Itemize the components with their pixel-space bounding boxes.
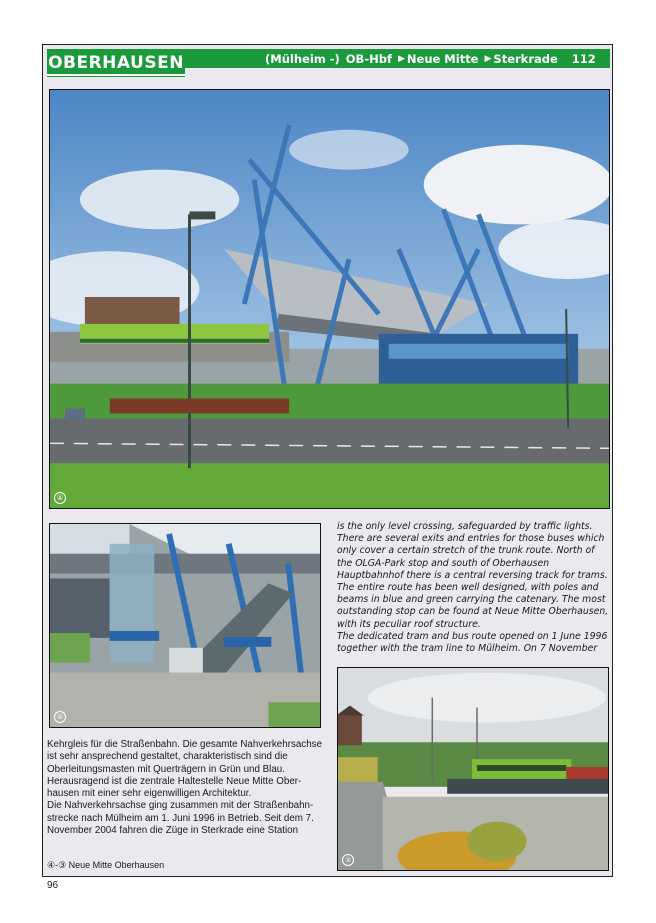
route-header: [265, 49, 596, 68]
route-stop-2: Neue Mitte: [406, 51, 479, 66]
route-prefix: (Mülheim -): [265, 51, 340, 66]
german-paragraph: Die Nahverkehrsachse ging zusammen mit der Straßenbahnstrecke nach Mülheim am 1. Juni 1996 in Betrieb. Seit dem 7. November 2004 fahren die Züge in Sterkrade eine Station: [47, 800, 314, 837]
route-page-ref: 112: [571, 51, 596, 66]
english-paragraph: is the only level crossing, safeguarded by traffic lights. There are several exits and entries for those buses which only cover a certain stretch of the trunk route. North of the OLGA-Park stop and south of Oberhausen Hauptbahnhof there is a central reversing track for trams. The entire route has been well designed, with poles and beams in blue and green carrying the catenary. The most outstanding stop can be found at Neue Mitte Oberhausen, with its peculiar roof structure.: [337, 521, 609, 630]
main-photo: [49, 89, 610, 509]
english-paragraph: The dedicated tram and bus route opened on 1 June 1996 together with the tram line to Mülheim. On 7 November: [337, 630, 608, 655]
photo-number-badge: ③: [342, 854, 354, 866]
route-stop-1: OB-Hbf: [345, 51, 392, 66]
photo-number-badge: ②: [54, 711, 66, 723]
page-number: 96: [47, 880, 59, 891]
german-body-text: [47, 739, 329, 837]
triangle-right-icon: ▶: [484, 53, 492, 64]
photo-caption: ④-③ Neue Mitte Oberhausen: [47, 860, 165, 870]
english-body-text: [337, 521, 609, 655]
route-stop-3: Sterkrade: [493, 51, 558, 66]
page-frame: [42, 44, 613, 877]
city-title: OBERHAUSEN: [47, 49, 185, 77]
city-title-underline: [47, 74, 185, 76]
photo-number-badge: ④: [54, 492, 66, 504]
station-photo: [49, 523, 321, 728]
tram-bridge-photo: [337, 667, 609, 871]
triangle-right-icon: ▶: [397, 53, 405, 64]
german-paragraph: Kehrgleis für die Straßenbahn. Die gesamte Nahverkehrsachse ist sehr ansprechend gestaltet, charakteristisch sind die Oberleitungsmasten mit Querträgern in Grün und Blau. Herausragend ist die zentrale Haltestelle Neue Mitte Oberhausen mit einer sehr eigenwilligen Architektur.: [47, 739, 323, 800]
